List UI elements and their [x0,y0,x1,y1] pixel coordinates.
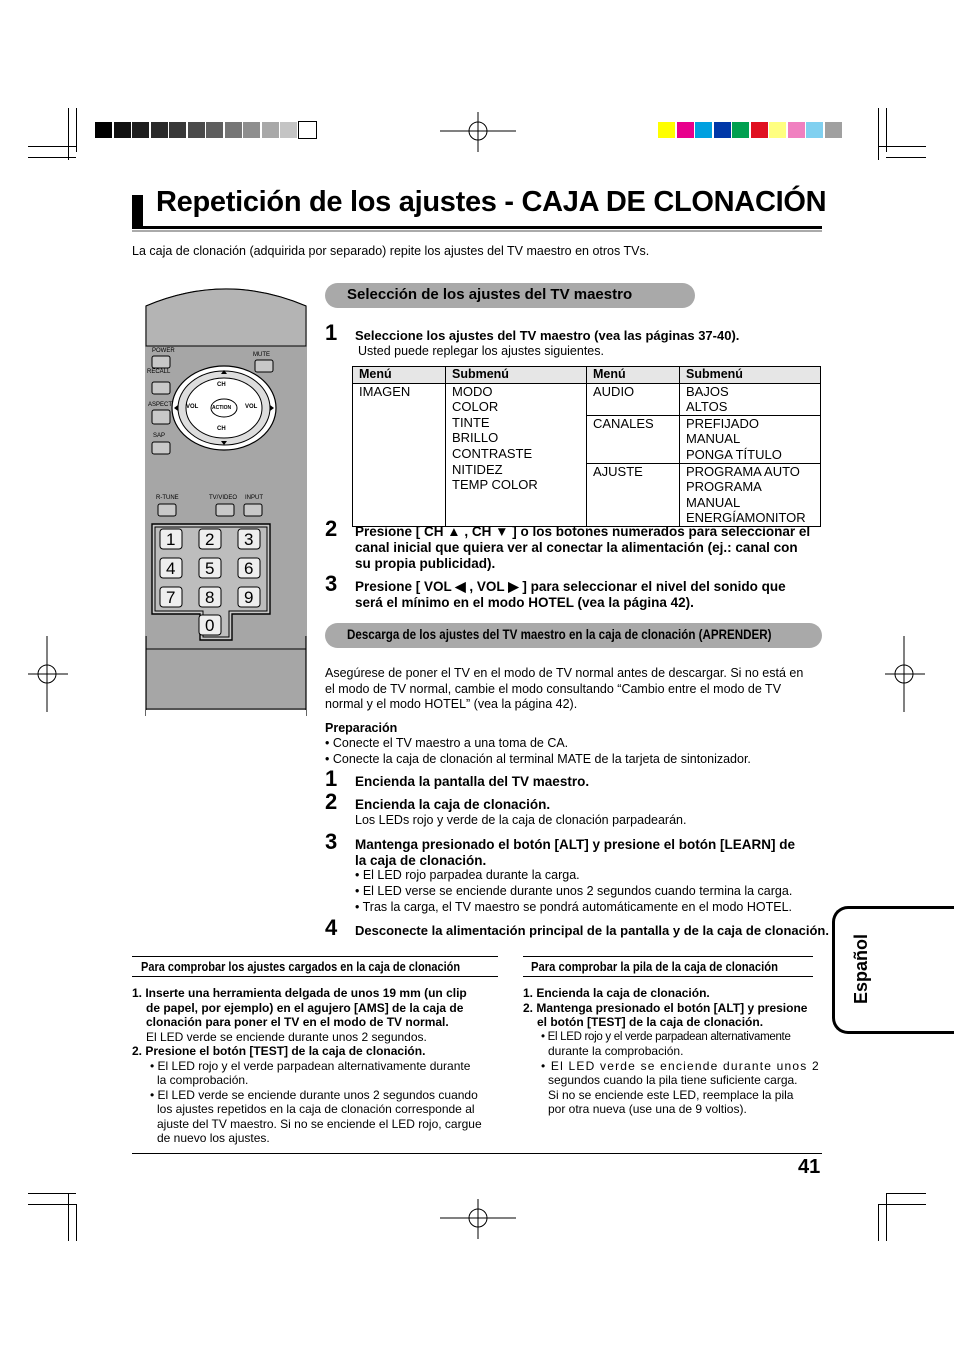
check-left-line: de papel, por ejemplo) en el agujero [AMS] de la caja de [146,1000,464,1015]
preparation-title: Preparación [325,721,398,735]
page-title: Repetición de los ajustes - CAJA DE CLONACIÓN [156,186,827,218]
divider [523,956,813,957]
color-swatch [169,122,186,138]
imagen-submenu-list [446,383,587,526]
submenu-item: ENERGÍAMONITOR [686,510,806,526]
color-swatch [132,122,149,138]
ajuste-submenu-list [680,463,821,526]
crop-mark [878,1204,926,1205]
remote-digit-label: 4 [166,559,176,578]
submenu-item: BAJOS [686,383,729,399]
check-right-line: durante la comprobación. [548,1044,684,1058]
step-number: 3 [325,829,338,854]
submenu-item: PONGA TÍTULO [686,446,782,462]
color-swatch [262,122,279,138]
submenu-item: TEMP COLOR [452,477,538,493]
col-submenu-header: Submenú [446,367,587,384]
submenu-item: BRILLO [452,430,499,446]
learn-step2: Encienda la caja de clonación. [355,797,551,812]
color-swatch [114,122,131,138]
learn-step4: Desconecte la alimentación principal de la pantalla y de la caja de clonación. [355,923,829,938]
color-swatch [677,122,694,138]
title-rule-shadow [132,230,822,232]
section2-heading-pill [325,623,822,648]
color-swatch [769,122,786,138]
divider [132,976,498,977]
check-left-line: 1. Inserte una herramienta delgada de unos 19 mm (un clip [132,986,467,1000]
remote-input-label: INPUT [245,495,263,501]
check-left-line: clonación para poner el TV en el modo de TV normal. [146,1015,449,1029]
title-rule [132,226,822,229]
crop-mark [878,1204,879,1241]
learn-step3 [355,837,795,869]
step3-text [355,579,825,611]
check-left-body [132,986,498,1146]
remote-vol-left-label: VOL [186,404,199,410]
section1-heading: Selección de los ajustes del TV maestro [347,286,633,303]
submenu-item: TINTE [452,414,490,430]
remote-sap-label: SAP [153,433,166,439]
learn-step3-line: la caja de clonación. [355,853,487,868]
check-right-line: • El LED verde se enciende durante unos 2 [541,1058,820,1073]
remote-digit-label: 7 [166,588,176,607]
submenu-item: PROGRAMA MANUAL [686,479,762,510]
crop-mark [68,1193,69,1241]
color-swatch [206,122,223,138]
step-number: 1 [325,320,338,345]
check-left-line: ajuste del TV maestro. Si no se enciende el LED rojo, cargue [157,1116,482,1131]
color-swatch [95,122,112,138]
section1-heading-pill [325,283,695,308]
learn-step3-bullet: • El LED verse se enciende durante unos 2 segundos cuando termina la carga. [355,884,793,898]
color-swatch [825,122,842,138]
remote-power-label: POWER [152,348,175,354]
crop-mark [28,157,76,158]
remote-digit-label: 6 [244,559,254,578]
menu-imagen: IMAGEN [353,383,446,526]
col-menu-header: Menú [587,367,680,384]
menu-ajuste: AJUSTE [587,463,680,526]
step3-part: , VOL [465,579,509,594]
remote-aspect-label: ASPECT [148,402,173,408]
color-swatch [299,122,316,138]
check-left-line: la comprobación. [157,1073,249,1087]
step2-line: canal inicial que quiera ver al conectar la alimentación (ej.: canal con [355,540,798,555]
crop-mark [878,108,879,160]
col-menu-header: Menú [353,367,446,384]
divider [523,976,813,977]
step2-part: ] o los botones numerados para seleccionar el [508,524,811,539]
submenu-item: NITIDEZ [452,461,503,477]
crop-mark [76,1204,77,1241]
step-number: 1 [325,766,338,791]
remote-ch-up-label: CH [217,382,226,388]
step2-line: su propia publicidad). [355,556,496,571]
registration-mark [440,1199,516,1239]
check-left-line: de nuevo los ajustes. [157,1131,270,1145]
check-left-line: • El LED rojo y el verde parpadean alternativamente durante [150,1058,471,1073]
color-swatch [658,122,675,138]
remote-digit-label: 8 [205,588,215,607]
preparation-item: • Conecte el TV maestro a una toma de CA. [325,736,569,750]
crop-mark [878,146,926,147]
check-right-line: 2. Mantenga presionado el botón [ALT] y presione [523,1000,808,1015]
menu-audio: AUDIO [587,383,680,415]
paragraph-line: normal y el modo HOTEL” (vea la página 42). [325,697,578,711]
submenu-item: PROGRAMA AUTO [686,463,800,479]
triangle-left-icon: ◀ [455,579,466,594]
crop-mark [886,157,926,158]
check-right-line: 1. Encienda la caja de clonación. [523,986,710,1000]
step-number: 4 [325,915,338,940]
footer-rule [132,1153,822,1154]
check-right-heading: Para comprobar la pila de la caja de clonación [531,960,778,974]
color-swatch [225,122,242,138]
step-number: 2 [325,789,338,814]
check-right-body [523,986,823,1117]
check-left-line: 2. Presione el botón [TEST] de la caja de clonación. [132,1044,426,1058]
step3-line: será el mínimo en el modo HOTEL (vea la página 42). [355,595,694,610]
remote-digit-label: 5 [205,559,215,578]
registration-mark [885,636,925,712]
learn-step2-sub: Los LEDs rojo y verde de la caja de clonación parpadearán. [355,813,687,827]
remote-mute-label: MUTE [253,352,270,358]
settings-table [352,366,821,527]
check-right-line: • El LED rojo y el verde parpadean alternativamente [541,1030,791,1043]
page-number: 41 [798,1156,821,1178]
learn-step3-line: Mantenga presionado el botón [ALT] y presione el botón [LEARN] de [355,837,796,852]
check-right-line: el botón [TEST] de la caja de clonación. [537,1015,764,1029]
submenu-item: COLOR [452,399,499,415]
color-swatch [732,122,749,138]
step-number: 2 [325,516,338,541]
color-swatch [280,122,297,138]
remote-digit-label: 3 [244,530,254,549]
crop-mark [886,1193,887,1241]
color-swatch [695,122,712,138]
registration-mark [440,112,516,152]
remote-digit-label: 2 [205,530,215,549]
canales-submenu-list [680,415,821,463]
color-swatch [151,122,168,138]
paragraph-line: el modo de TV normal, cambie el modo consultando “Cambio entre el modo de TV [325,681,782,696]
remote-vol-right-label: VOL [245,404,258,410]
triangle-up-icon: ▲ [447,524,461,539]
step1-subtext: Usted puede replegar los ajustes siguientes. [358,344,604,358]
step2-part: , CH [460,524,496,539]
remote-recall-label: RECALL [147,369,171,375]
check-left-line: El LED verde se enciende durante unos 2 segundos. [146,1029,427,1044]
audio-submenu-list [680,383,821,415]
check-left-line: • El LED verde se enciende durante unos 2 segundos cuando [150,1087,478,1102]
remote-digit-label: 9 [244,588,254,607]
color-swatch [751,122,768,138]
learn-step3-bullet: • El LED rojo parpadea durante la carga. [355,868,580,882]
remote-ch-down-label: CH [217,426,226,432]
check-right-line: Si no se enciende este LED, reemplace la pila [548,1087,794,1102]
check-right-line: por otra nueva (use una de 9 voltios). [548,1102,747,1116]
intro-text: La caja de clonación (adquirida por separado) repite los ajustes del TV maestro en otros TVs. [132,244,650,258]
menu-canales: CANALES [587,415,680,463]
divider [132,956,498,957]
triangle-right-icon: ▶ [508,579,519,594]
submenu-item: PREFIJADO [686,415,759,431]
preparation-item: • Conecte la caja de clonación al terminal MATE de la tarjeta de sintonizador. [325,752,751,766]
crop-mark [886,1193,926,1194]
step3-part: ] para seleccionar el nivel del sonido que [518,579,786,594]
remote-tvvideo-label: TV/VIDEO [209,495,238,501]
check-left-heading: Para comprobar los ajustes cargados en la caja de clonación [141,960,461,974]
color-swatch [188,122,205,138]
learn-step1: Encienda la pantalla del TV maestro. [355,774,590,789]
step1-text: Seleccione los ajustes del TV maestro (vea las páginas 37-40). [355,328,740,343]
check-right-line: segundos cuando la pila tiene suficiente carga. [548,1073,798,1087]
language-tab-label: Español [851,933,871,1004]
submenu-item: MANUAL [686,431,741,447]
col-submenu-header: Submenú [680,367,821,384]
remote-action-label: ACTION [212,405,232,411]
crop-mark [76,108,77,152]
color-swatch [788,122,805,138]
color-swatch [243,122,260,138]
remote-digit-label: 1 [166,530,176,549]
registration-mark [28,636,68,712]
color-swatch [806,122,823,138]
paragraph-line: Asegúrese de poner el TV en el modo de TV normal antes de descargar. Si no está en [325,666,804,680]
submenu-item: CONTRASTE [452,445,533,461]
step2-part: Presione [ CH [355,524,448,539]
step-number: 3 [325,571,338,596]
title-bar [132,195,143,227]
remote-digit-label: 0 [205,616,215,635]
remote-rtune-label: R-TUNE [156,495,179,501]
step2-text [355,524,825,572]
crop-mark [68,108,69,160]
step3-part: Presione [ VOL [355,579,456,594]
submenu-item: ALTOS [686,399,728,415]
check-left-line: los ajustes repetidos en la caja de clonación corresponde al [157,1102,475,1116]
section2-heading: Descarga de los ajustes del TV maestro en la caja de clonación (APRENDER) [347,627,772,642]
triangle-down-icon: ▼ [495,524,509,539]
submenu-item: MODO [452,383,493,399]
section2-paragraph [325,666,803,713]
color-swatch [714,122,731,138]
learn-step3-bullet: • Tras la carga, el TV maestro se pondrá automáticamente en el modo HOTEL. [355,900,792,914]
